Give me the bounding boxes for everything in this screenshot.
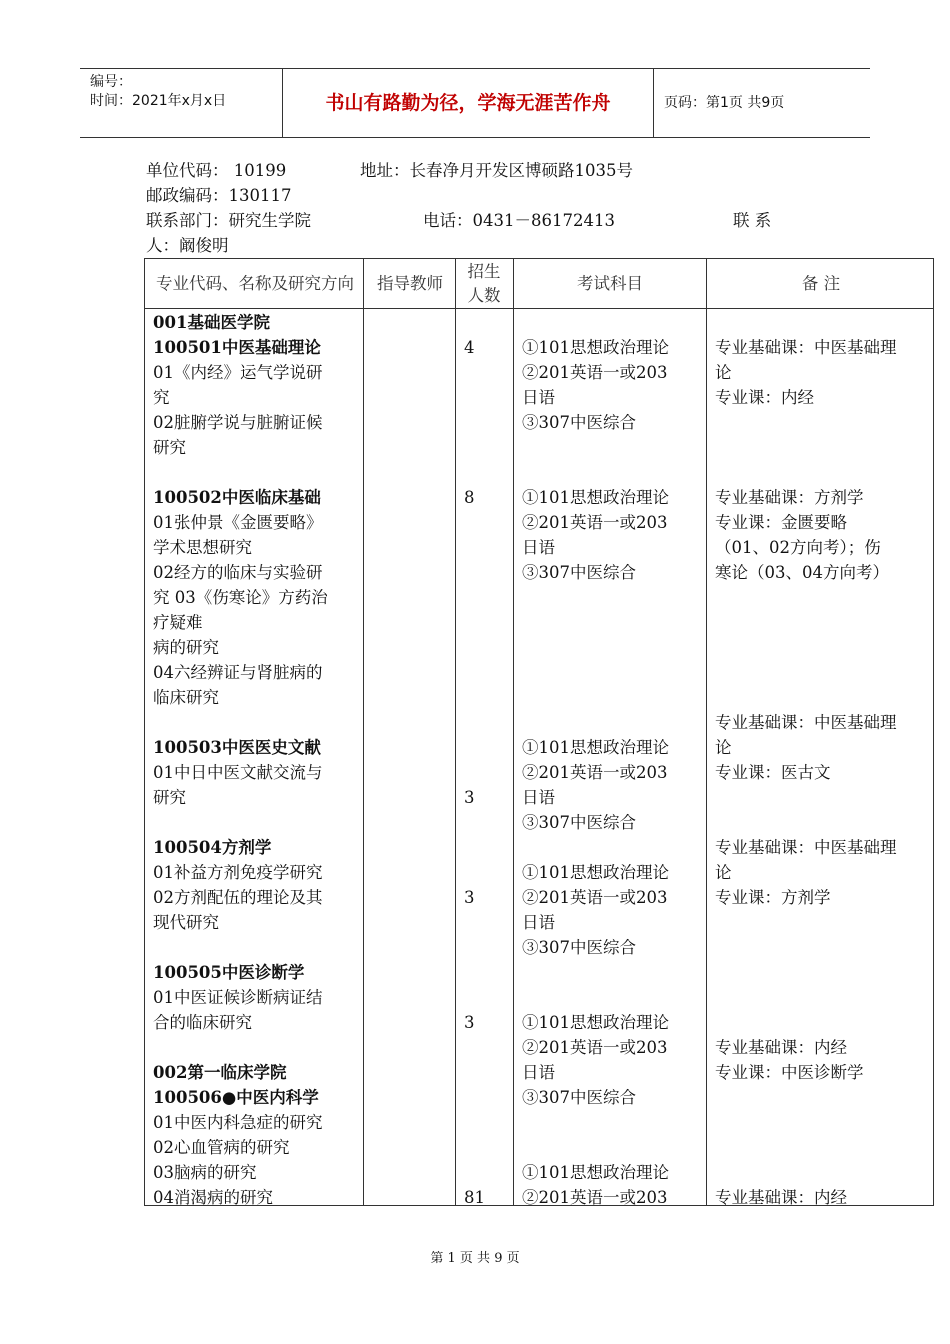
program-line: 01中医内科急症的研究 [153,1113,323,1132]
exam-subject-line: ①101思想政治理论 [522,738,669,757]
note-line: （01、02方向考）；伤 [715,538,881,557]
enrollment-table [144,258,934,1206]
program-line [153,460,361,485]
postal-code: 邮政编码：130117 [146,186,292,205]
contact-department: 联系部门：研究生学院 [146,211,311,230]
phone: 电话：0431－86172413 [423,211,615,230]
column-divider [455,259,456,1205]
exam-subject-line: ②201英语一或203 [522,363,668,382]
note-line: 论 [715,738,732,757]
program-line: 01张仲景《金匮要略》 [153,513,323,532]
quota-value: 3 [464,788,475,807]
program-line: 究 [153,388,170,407]
exam-subject-line: ③307中医综合 [522,1088,636,1107]
exam-subject-line: 日语 [522,913,555,932]
contact-person: 人：阚俊明 [146,236,229,255]
program-line: 疗疑难 [153,613,203,632]
exam-subject-line: 日语 [522,788,555,807]
exam-subject-line: ②201英语一或203 [522,763,668,782]
exam-subject-line: ①101思想政治理论 [522,1163,669,1182]
program-heading: 100505中医诊断学 [153,963,305,982]
program-line: 究 03《伤寒论》方药治 [153,588,328,607]
time-label: 时间：2021年x月x日 [90,93,227,109]
address: 地址：长春净月开发区博硕路1035号 [360,161,633,180]
program-line: 病的研究 [153,638,219,657]
contact-person-label: 联 系 [733,211,772,230]
program-line: 02方剂配伍的理论及其 [153,888,323,907]
note-line: 专业基础课：中医基础理 [715,838,897,857]
note-line: 专业课：方剂学 [715,888,831,907]
unit-code: 单位代码： 10199 [146,161,287,180]
exam-subject-line: ②201英语一或203 [522,1038,668,1057]
note-line: 专业基础课：中医基础理 [715,713,897,732]
header-page-label: 页码：第1页 共9页 [664,95,785,111]
exam-subject-line: ③307中医综合 [522,563,636,582]
exam-subject-line: ②201英语一或203 [522,513,668,532]
program-heading: 100506●中医内科学 [153,1088,319,1107]
note-line: 专业基础课：方剂学 [715,488,864,507]
quota-value: 8 [464,488,475,507]
note-line: 专业基础课：中医基础理 [715,338,897,357]
header-quota: 招生人数 [467,261,501,305]
page-footer: 第 1 页 共 9 页 [430,1251,520,1266]
document-header [80,68,870,138]
exam-subject-line: 日语 [522,1063,555,1082]
program-line: 01补益方剂免疫学研究 [153,863,323,882]
program-line: 03脑病的研究 [153,1163,257,1182]
header-advisor: 指导教师 [377,273,443,293]
program-line: 01中日中医文献交流与 [153,763,323,782]
program-heading: 002第一临床学院 [153,1063,287,1082]
exam-subject-line: ②201英语一或203 [522,888,668,907]
program-heading: 001基础医学院 [153,313,270,332]
header-notes: 备 注 [801,273,841,293]
exam-subject-line: ①101思想政治理论 [522,863,669,882]
note-line: 专业课：中医诊断学 [715,1063,864,1082]
program-heading: 100502中医临床基础 [153,488,321,507]
note-line: 论 [715,363,732,382]
program-line: 现代研究 [153,913,219,932]
exam-subject-line: ②201英语一或203 [522,1188,668,1207]
program-line [153,935,361,960]
program-line: 合的临床研究 [153,1013,252,1032]
column-divider [706,259,707,1205]
quota-value: 4 [464,338,475,357]
header-exam-subjects: 考试科目 [577,273,643,293]
note-line: 寒论（03、04方向考） [715,563,889,582]
exam-subject-line: ③307中医综合 [522,413,636,432]
header-major: 专业代码、名称及研究方向 [156,273,354,293]
program-line: 01中医证候诊断病证结 [153,988,323,1007]
exam-subject-line: ③307中医综合 [522,938,636,957]
quota-value: 3 [464,888,475,907]
exam-subject-line: 日语 [522,388,555,407]
exam-subject-line: 日语 [522,538,555,557]
exam-subject-line: ①101思想政治理论 [522,488,669,507]
program-line: 04消渴病的研究 [153,1188,273,1207]
program-line [153,810,361,835]
program-line: 02脏腑学说与脏腑证候 [153,413,323,432]
program-line: 研究 [153,788,186,807]
major-column [153,310,361,1210]
program-line: 01《内经》运气学说研 [153,363,323,382]
exam-subject-line: ①101思想政治理论 [522,1013,669,1032]
note-line: 专业课：医古文 [715,763,831,782]
program-heading: 100501中医基础理论 [153,338,321,357]
program-line: 研究 [153,438,186,457]
program-line [153,1035,361,1060]
number-label: 编号： [90,74,132,90]
program-line: 临床研究 [153,688,219,707]
header-motto: 书山有路勤为径，学海无涯苦作舟 [282,69,654,137]
program-heading: 100504方剂学 [153,838,272,857]
program-line [153,710,361,735]
header-meta [80,69,282,137]
note-line: 专业基础课：内经 [715,1038,847,1057]
program-line: 02经方的临床与实验研 [153,563,323,582]
note-line: 专业课：金匮要略 [715,513,847,532]
header-divider [145,308,933,309]
note-line: 专业基础课：内经 [715,1188,847,1207]
note-line: 论 [715,863,732,882]
program-line: 04六经辨证与肾脏病的 [153,663,323,682]
program-line: 学术思想研究 [153,538,252,557]
program-heading: 100503中医医史文献 [153,738,321,757]
note-line: 专业课：内经 [715,388,814,407]
program-line: 02心血管病的研究 [153,1138,290,1157]
quota-value: 81 [464,1188,485,1207]
column-divider [513,259,514,1205]
exam-subject-line: ①101思想政治理论 [522,338,669,357]
column-divider [363,259,364,1205]
quota-value: 3 [464,1013,475,1032]
exam-subject-line: ③307中医综合 [522,813,636,832]
